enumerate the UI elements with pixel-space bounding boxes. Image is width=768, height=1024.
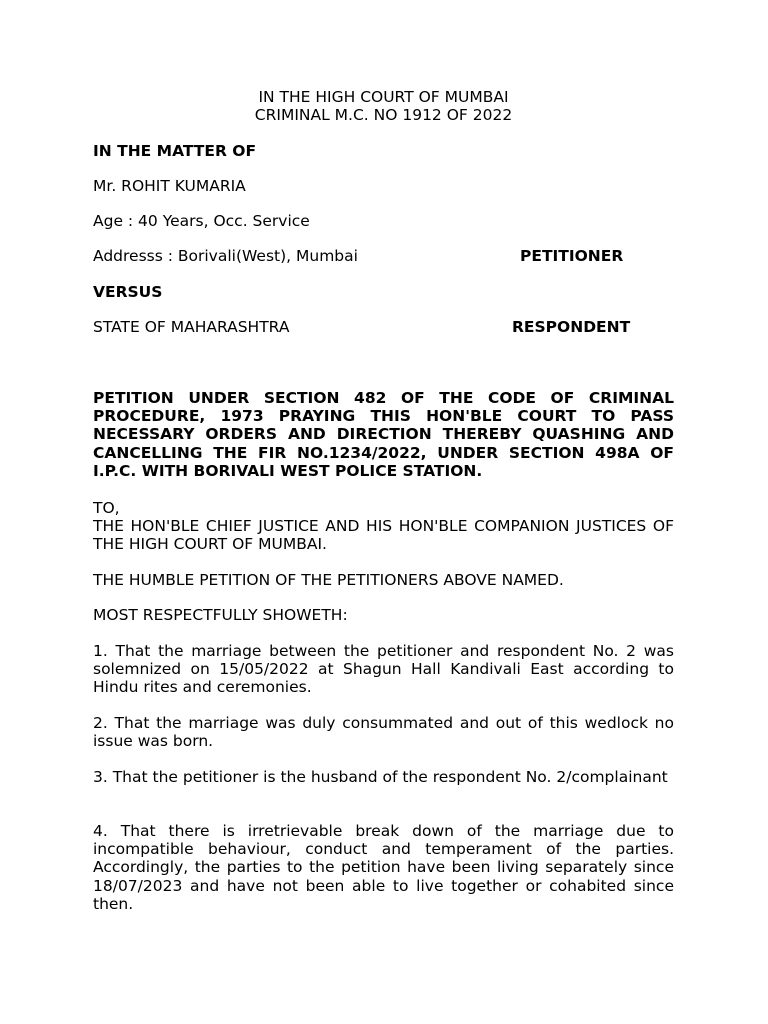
respondent-name: STATE OF MAHARASHTRA <box>93 318 290 336</box>
showeth: MOST RESPECTFULLY SHOWETH: <box>93 606 348 624</box>
addressee: THE HON'BLE CHIEF JUSTICE AND HIS HON'BLE COMPANION JUSTICES OF THE HIGH COURT OF MUMBAI. <box>93 517 674 554</box>
petitioner-name: Mr. ROHIT KUMARIA <box>93 177 246 195</box>
versus-label: VERSUS <box>93 283 163 301</box>
petitioner-label: PETITIONER <box>520 247 624 265</box>
matter-heading: IN THE MATTER OF <box>93 142 257 160</box>
petition-title: PETITION UNDER SECTION 482 OF THE CODE OF CRIMINAL PROCEDURE, 1973 PRAYING THIS HON'BLE COURT TO PASS NECESSARY ORDERS AND DIRECTION THEREBY QUASHING AND CANCELLING THE FIR NO.1234/2022, UNDER SECTION 498A OF I.P.C. WITH BORIVALI WEST POLICE STATION. <box>93 389 674 480</box>
case-number: CRIMINAL M.C. NO 1912 OF 2022 <box>254 106 513 124</box>
to-label: TO, <box>93 499 120 517</box>
paragraph-2: 2. That the marriage was duly consummated and out of this wedlock no issue was born. <box>93 714 674 751</box>
humble-petition: THE HUMBLE PETITION OF THE PETITIONERS ABOVE NAMED. <box>93 571 564 589</box>
petitioner-address: Addresss : Borivali(West), Mumbai <box>93 247 358 265</box>
court-name: IN THE HIGH COURT OF MUMBAI <box>258 88 509 106</box>
petitioner-age: Age : 40 Years, Occ. Service <box>93 212 310 230</box>
paragraph-1: 1. That the marriage between the petitioner and respondent No. 2 was solemnized on 15/05/2022 at Shagun Hall Kandivali East according to Hindu rites and ceremonies. <box>93 642 674 697</box>
paragraph-3: 3. That the petitioner is the husband of the respondent No. 2/complainant <box>93 768 668 786</box>
paragraph-4: 4. That there is irretrievable break down of the marriage due to incompatible behaviour, conduct and temperament of the parties. Accordingly, the parties to the petition have been living separately since 18/07/2023 and have not been able to live together or cohabited since then. <box>93 822 674 913</box>
respondent-label: RESPONDENT <box>512 318 631 336</box>
document-page <box>93 0 674 1024</box>
